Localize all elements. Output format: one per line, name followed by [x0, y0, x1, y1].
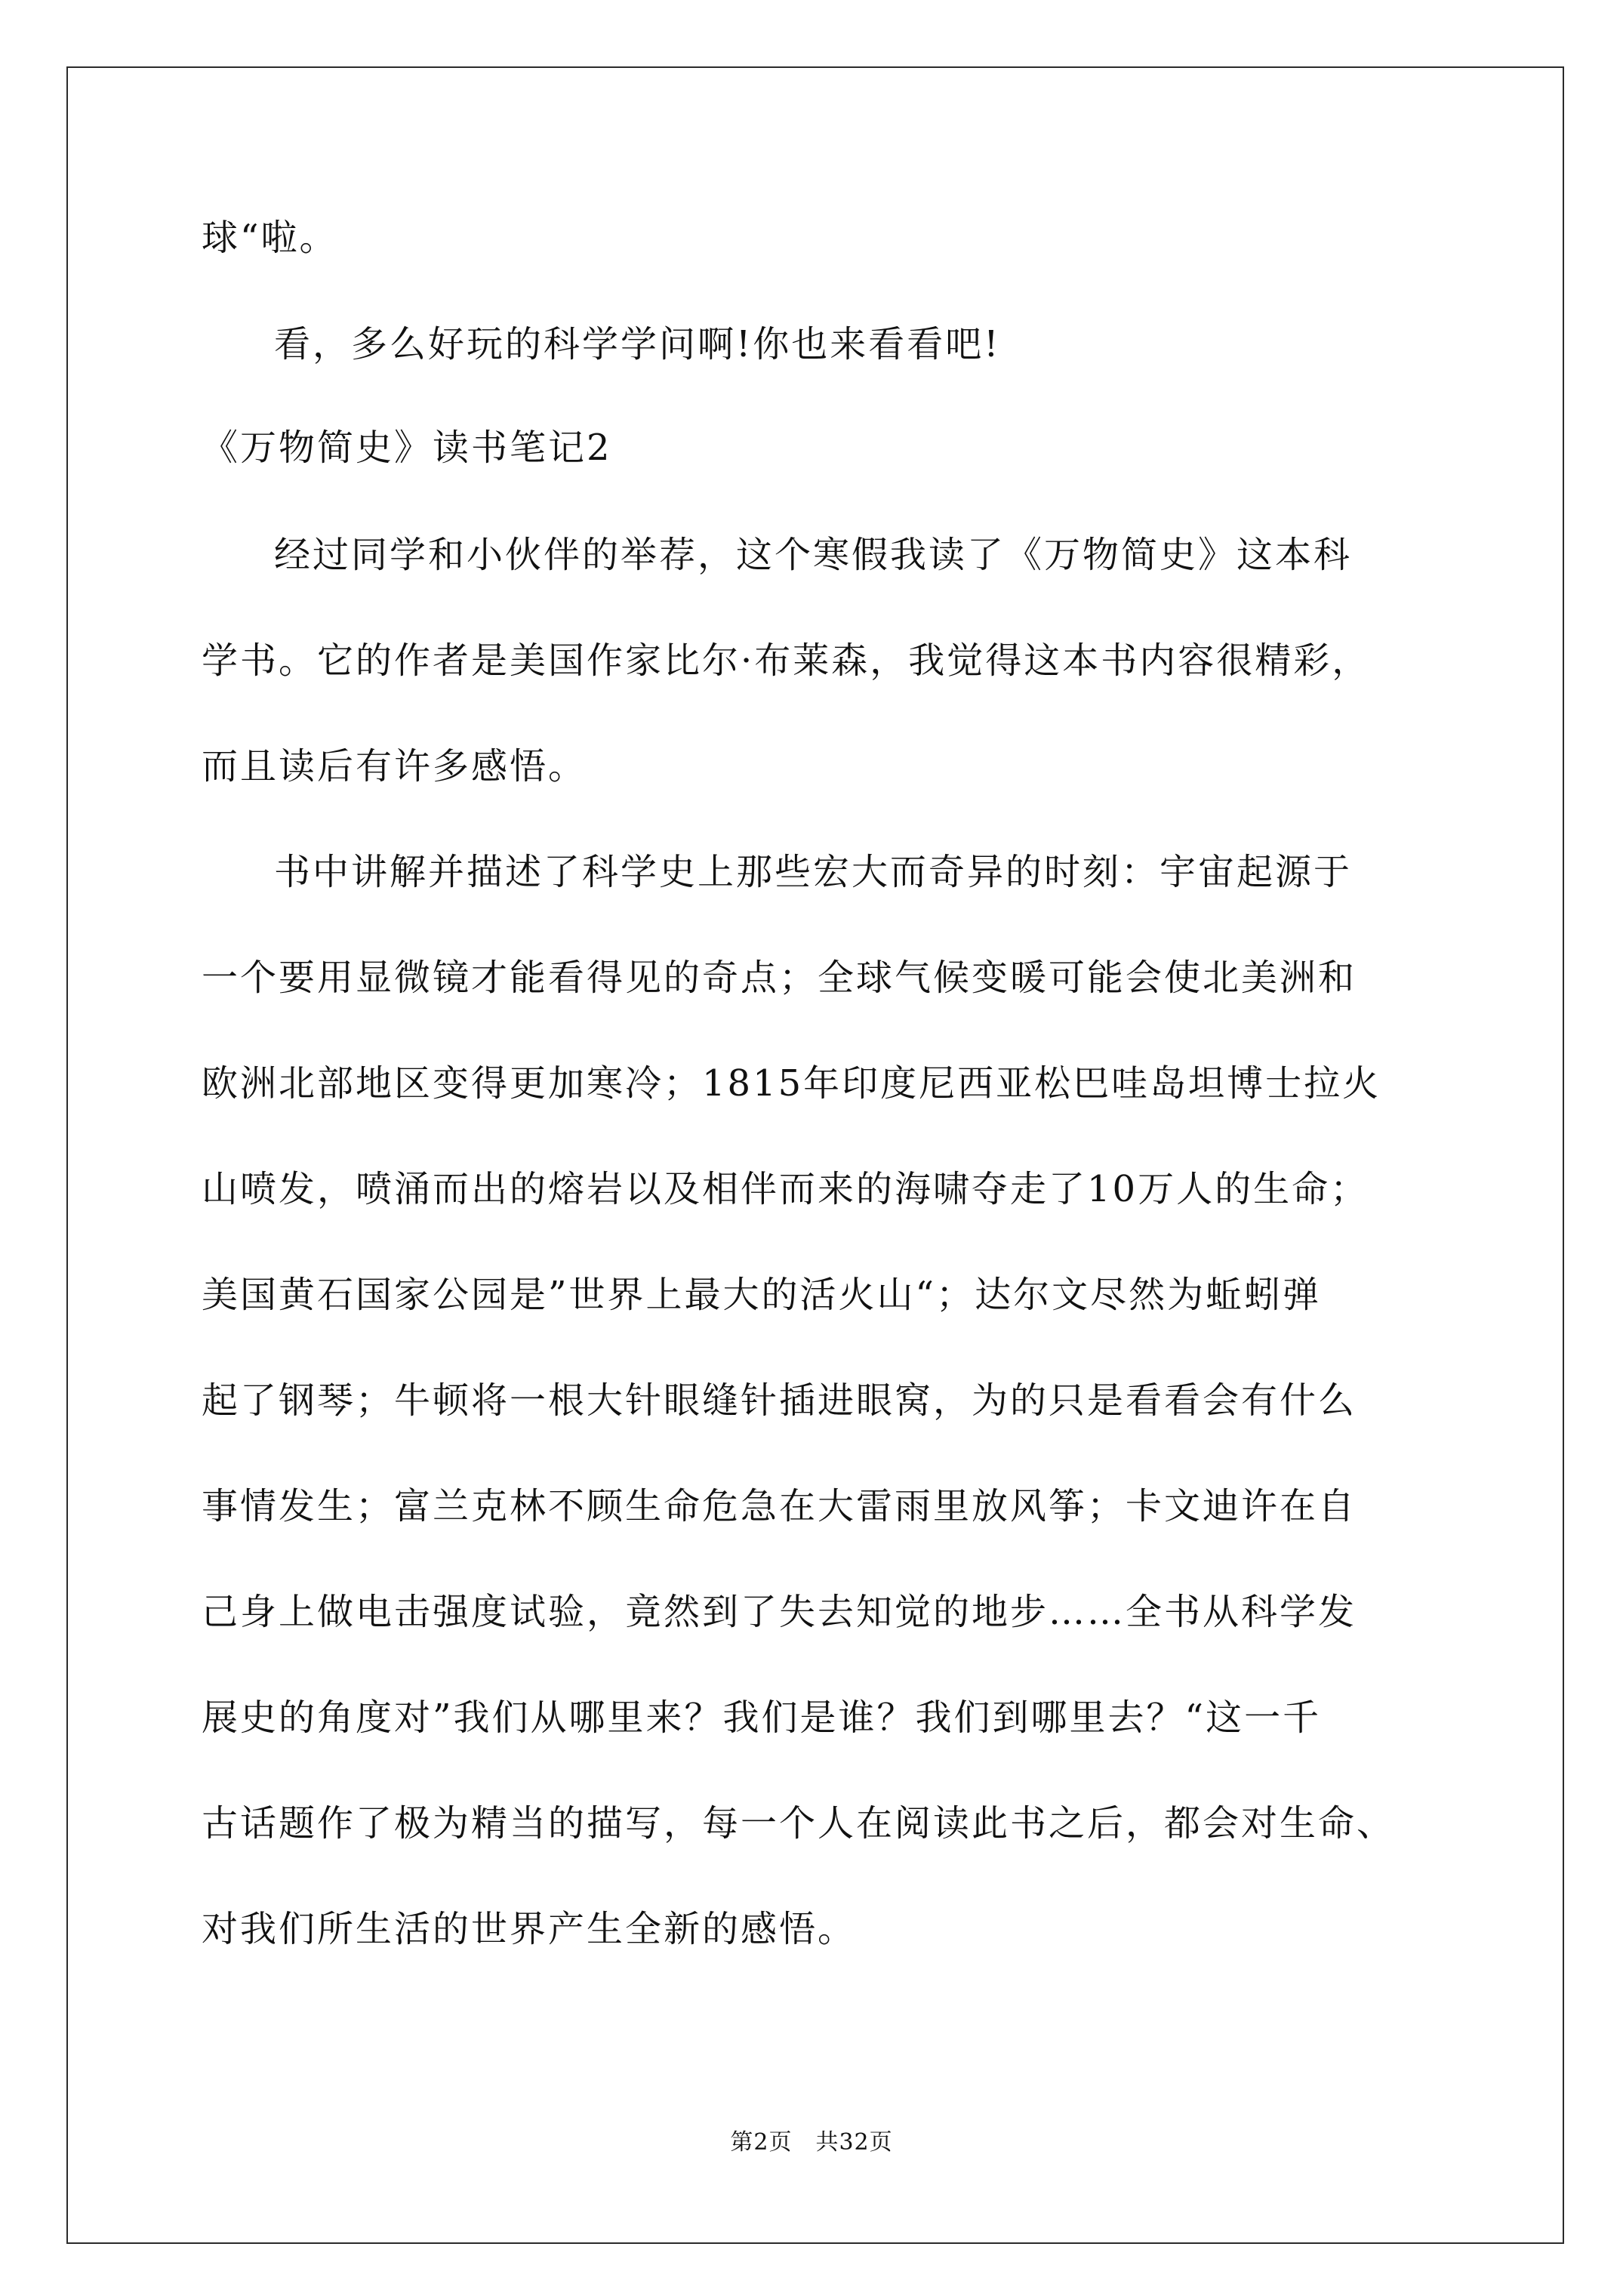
text-line: 山喷发，喷涌而出的熔岩以及相伴而来的海啸夺走了10万人的生命；	[202, 1168, 1369, 1210]
text-line: 对我们所生活的世界产生全新的感悟。	[202, 1908, 857, 1950]
text-line: 欧洲北部地区变得更加寒冷；1815年印度尼西亚松巴哇岛坦博士拉火	[202, 1062, 1381, 1105]
text-line: 一个要用显微镜才能看得见的奇点；全球气候变暖可能会使北美洲和	[202, 957, 1357, 999]
section-heading: 《万物简史》读书笔记2	[202, 427, 612, 469]
text-line: 己身上做电击强度试验，竟然到了失去知觉的地步……全书从科学发	[202, 1591, 1357, 1633]
text-line: 经过同学和小伙伴的举荐，这个寒假我读了《万物简史》这本科	[274, 534, 1353, 576]
text-line: 而且读后有许多感悟。	[202, 745, 587, 787]
text-line: 球“啦。	[202, 217, 338, 259]
text-line: 美国黄石国家公园是”世界上最大的活火山“；达尔文尽然为蚯蚓弹	[202, 1274, 1322, 1316]
page-number: 第2页 共32页	[730, 2129, 893, 2156]
text-line: 展史的角度对”我们从哪里来？我们是谁？我们到哪里去？“这一千	[202, 1697, 1322, 1739]
text-line: 事情发生；富兰克林不顾生命危急在大雷雨里放风筝；卡文迪许在自	[202, 1485, 1357, 1527]
text-line: 书中讲解并描述了科学史上那些宏大而奇异的时刻：宇宙起源于	[274, 851, 1353, 893]
text-line: 看，多么好玩的科学学问啊!你也来看看吧!	[274, 323, 1001, 365]
text-line: 学书。它的作者是美国作家比尔·布莱森，我觉得这本书内容很精彩，	[202, 639, 1371, 682]
text-line: 古话题作了极为精当的描写，每一个人在阅读此书之后，都会对生命、	[202, 1802, 1396, 1845]
text-line: 起了钢琴；牛顿将一根大针眼缝针插进眼窝，为的只是看看会有什么	[202, 1379, 1357, 1422]
